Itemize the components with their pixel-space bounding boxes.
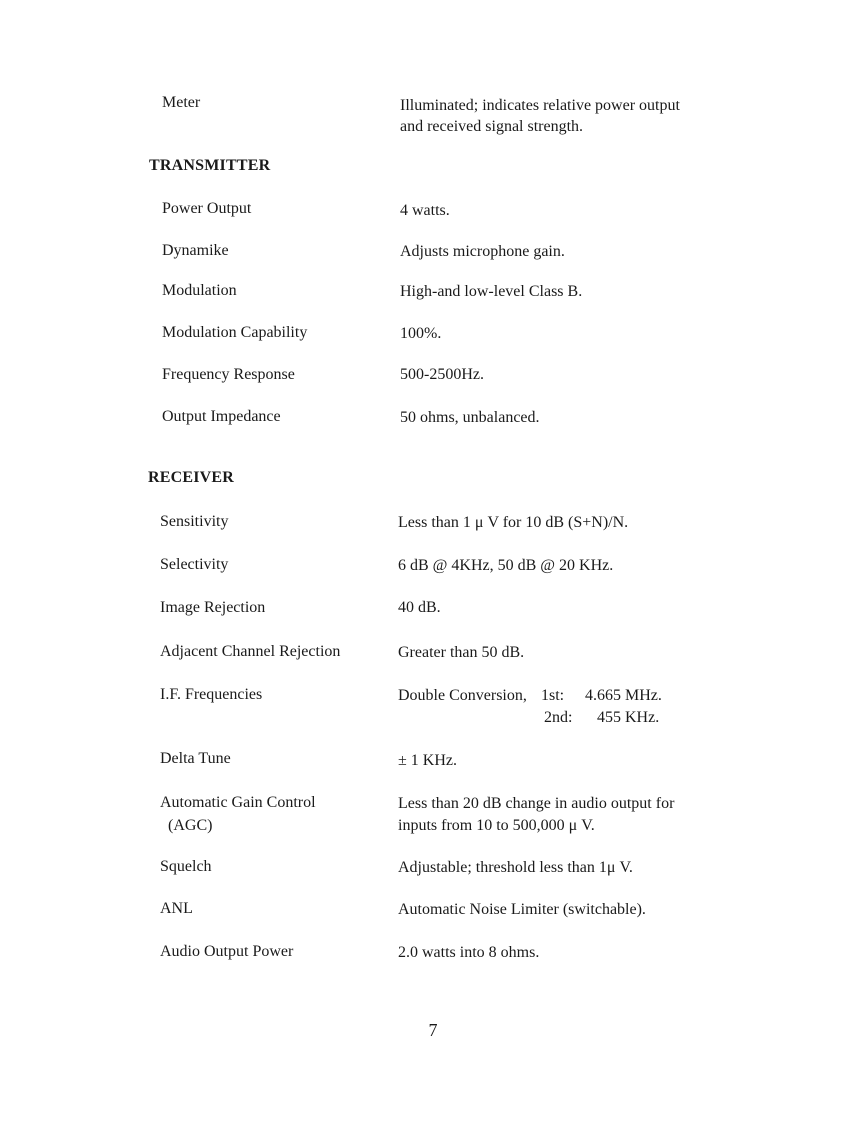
- transmitter-row-label: Modulation Capability: [162, 324, 308, 341]
- adjacent-channel-value: Greater than 50 dB.: [398, 644, 525, 661]
- sensitivity-label: Sensitivity: [160, 513, 229, 530]
- delta-tune-value: ± 1 KHz.: [398, 752, 457, 769]
- adjacent-channel-label: Adjacent Channel Rejection: [160, 643, 341, 660]
- transmitter-row-label: Power Output: [162, 200, 252, 217]
- squelch-label: Squelch: [160, 858, 212, 875]
- if-frequencies-prefix: Double Conversion,: [398, 687, 527, 704]
- sensitivity-value: Less than 1 μ V for 10 dB (S+N)/N.: [398, 514, 629, 531]
- image-rejection-label: Image Rejection: [160, 599, 266, 616]
- transmitter-row-value: 50 ohms, unbalanced.: [400, 409, 540, 426]
- transmitter-row-value: 500-2500Hz.: [400, 366, 484, 383]
- agc-label-line1: Automatic Gain Control: [160, 794, 316, 811]
- agc-value-line2: inputs from 10 to 500,000 μ V.: [398, 817, 595, 834]
- audio-output-label: Audio Output Power: [160, 943, 294, 960]
- agc-value-line1: Less than 20 dB change in audio output for: [398, 795, 675, 812]
- anl-label: ANL: [160, 900, 193, 917]
- delta-tune-label: Delta Tune: [160, 750, 231, 767]
- transmitter-row-value: High-and low-level Class B.: [400, 283, 583, 300]
- transmitter-row-label: Modulation: [162, 282, 237, 299]
- image-rejection-value: 40 dB.: [398, 599, 441, 616]
- squelch-value: Adjustable; threshold less than 1μ V.: [398, 859, 633, 876]
- selectivity-label: Selectivity: [160, 556, 229, 573]
- meter-value-line2: and received signal strength.: [400, 118, 584, 135]
- selectivity-value: 6 dB @ 4KHz, 50 dB @ 20 KHz.: [398, 557, 614, 574]
- transmitter-heading: TRANSMITTER: [149, 157, 271, 174]
- agc-label-line2: (AGC): [168, 817, 213, 834]
- transmitter-row-value: 100%.: [400, 325, 442, 342]
- meter-value-line1: Illuminated; indicates relative power output: [400, 97, 680, 114]
- if-first-value: 4.665 MHz.: [585, 687, 662, 704]
- meter-label: Meter: [162, 94, 201, 111]
- anl-value: Automatic Noise Limiter (switchable).: [398, 901, 646, 918]
- receiver-heading: RECEIVER: [148, 469, 235, 486]
- transmitter-row-value: Adjusts microphone gain.: [400, 243, 565, 260]
- transmitter-row-label: Dynamike: [162, 242, 229, 259]
- if-frequencies-label: I.F. Frequencies: [160, 686, 263, 703]
- transmitter-row-label: Output Impedance: [162, 408, 281, 425]
- audio-output-value: 2.0 watts into 8 ohms.: [398, 944, 540, 961]
- if-second-value: 455 KHz.: [597, 709, 660, 726]
- transmitter-row-value: 4 watts.: [400, 202, 450, 219]
- page-number: 7: [428, 1020, 438, 1040]
- transmitter-row-label: Frequency Response: [162, 366, 295, 383]
- if-first-tag: 1st:: [541, 687, 565, 704]
- if-second-tag: 2nd:: [544, 709, 573, 726]
